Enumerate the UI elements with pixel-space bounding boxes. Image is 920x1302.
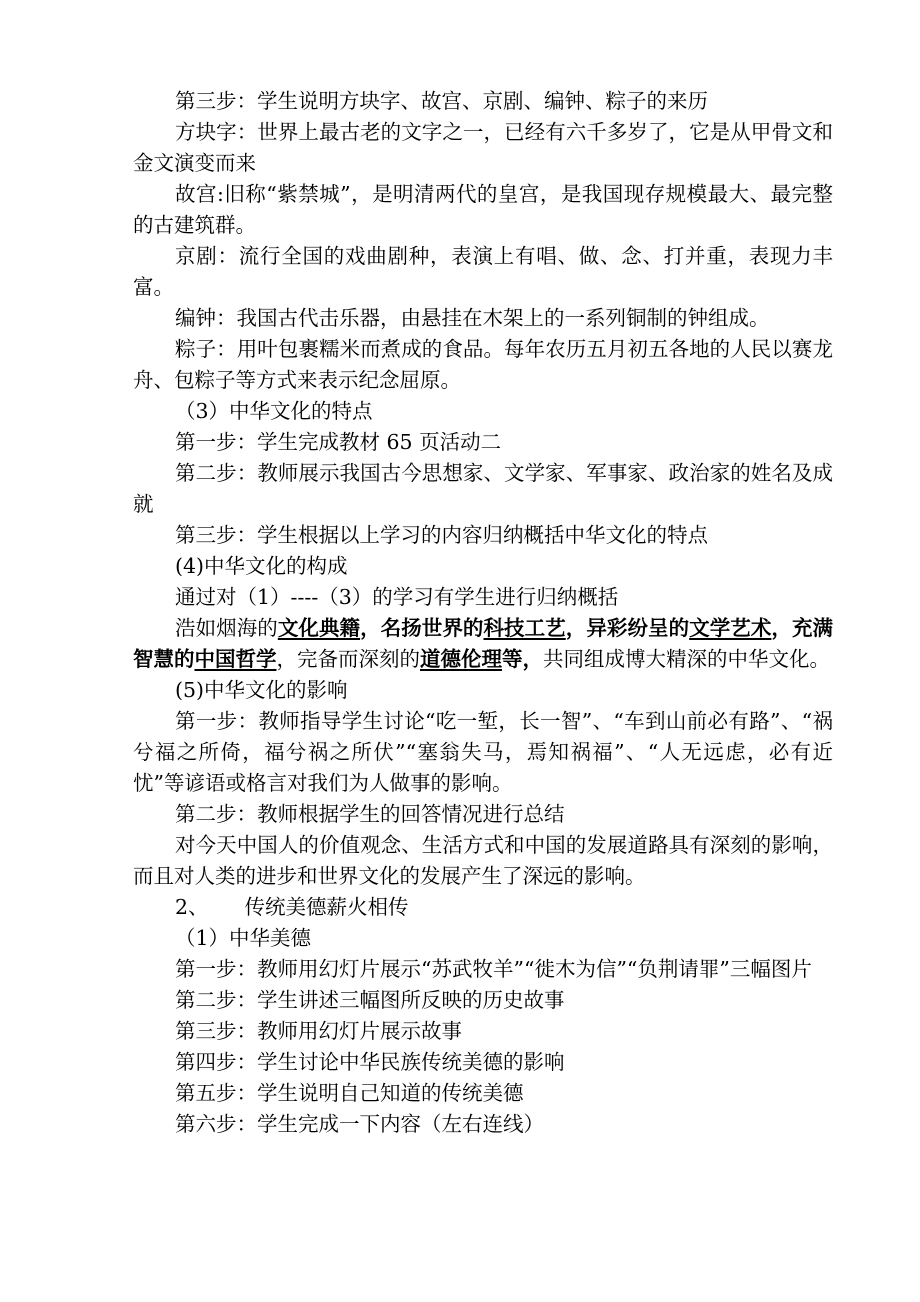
paragraph-square-characters: 方块字：世界上最古老的文字之一，已经有六千多岁了，它是从甲骨文和金文演变而来 — [133, 120, 833, 175]
paragraph-zongzi: 粽子：用叶包裹糯米而煮成的食品。每年农历五月初五各地的人民以赛龙舟、包粽子等方式来表示纪念屈原。 — [133, 337, 833, 392]
paragraph-features-step3: 第三步：学生根据以上学习的内容归纳概括中华文化的特点 — [175, 523, 708, 547]
paragraph-influence-step1: 第一步：教师指导学生讨论“吃一堑，长一智”、“车到山前必有路”、“祸兮福之所倚，福兮祸之所伏”“塞翁失马，焉知祸福”、“人无远虑，必有近忧”等谚语或格言对我们为人做事的影响。 — [133, 709, 833, 795]
heading-culture-influence: (5)中华文化的影响 — [175, 678, 348, 702]
paragraph-composition-summary — [133, 613, 833, 675]
keyword-moral-ethics: 道德伦理 — [420, 647, 502, 671]
section-number: 2、 — [175, 895, 209, 919]
text-segment: ，异彩纷呈的 — [565, 616, 690, 640]
heading-culture-composition: (4)中华文化的构成 — [175, 554, 348, 578]
paragraph-composition-intro: 通过对（1）----（3）的学习有学生进行归纳概括 — [175, 585, 619, 609]
text-segment: 浩如烟海的 — [175, 616, 278, 640]
keyword-science-technology: 科技工艺 — [483, 616, 566, 640]
paragraph-virtues-step4: 第四步：学生讨论中华民族传统美德的影响 — [175, 1050, 565, 1074]
keyword-cultural-classics: 文化典籍 — [277, 616, 361, 640]
heading-chinese-virtues: （1）中华美德 — [175, 926, 312, 950]
document-body — [133, 86, 833, 1140]
keyword-chinese-philosophy: 中国哲学 — [194, 647, 277, 671]
paragraph-features-step1: 第一步：学生完成教材 65 页活动二 — [175, 430, 502, 454]
paragraph-peking-opera: 京剧：流行全国的戏曲剧种，表演上有唱、做、念、打并重，表现力丰富。 — [133, 244, 833, 299]
paragraph-influence-summary: 对今天中国人的价值观念、生活方式和中国的发展道路具有深刻的影响，而且对人类的进步和世界文化的发展产生了深远的影响。 — [133, 833, 833, 888]
paragraph-forbidden-city: 故宫:旧称“紫禁城”，是明清两代的皇宫，是我国现存规模最大、最完整的古建筑群。 — [133, 182, 833, 237]
heading-traditional-virtues — [133, 892, 833, 923]
paragraph-virtues-step5: 第五步：学生说明自己知道的传统美德 — [175, 1081, 524, 1105]
text-segment: ，完备而深刻的 — [276, 647, 420, 671]
text-segment: ，名扬世界的 — [360, 616, 484, 640]
paragraph-step3-origins: 第三步：学生说明方块字、故宫、京剧、编钟、粽子的来历 — [175, 89, 708, 113]
paragraph-influence-step2: 第二步：教师根据学生的回答情况进行总结 — [175, 802, 565, 826]
heading-culture-features: （3）中华文化的特点 — [175, 399, 373, 423]
paragraph-virtues-step3: 第三步：教师用幻灯片展示故事 — [175, 1019, 462, 1043]
paragraph-virtues-step2: 第二步：学生讲述三幅图所反映的历史故事 — [175, 988, 565, 1012]
paragraph-virtues-step6: 第六步：学生完成一下内容（左右连线） — [175, 1112, 544, 1136]
section-title: 传统美德薪火相传 — [244, 895, 409, 919]
paragraph-chime-bells: 编钟：我国古代击乐器，由悬挂在木架上的一系列铜制的钟组成。 — [175, 306, 770, 330]
keyword-literature-art: 文学艺术 — [689, 616, 772, 640]
paragraph-features-step2: 第二步：教师展示我国古今思想家、文学家、军事家、政治家的姓名及成就 — [133, 461, 833, 516]
text-segment: ，充满智慧的 — [133, 616, 834, 671]
text-segment: 共同组成博大精深的中华文化。 — [543, 647, 830, 671]
paragraph-virtues-step1: 第一步：教师用幻灯片展示“苏武牧羊”“徙木为信”“负荆请罪”三幅图片 — [175, 957, 812, 981]
text-segment: 等， — [502, 647, 543, 671]
